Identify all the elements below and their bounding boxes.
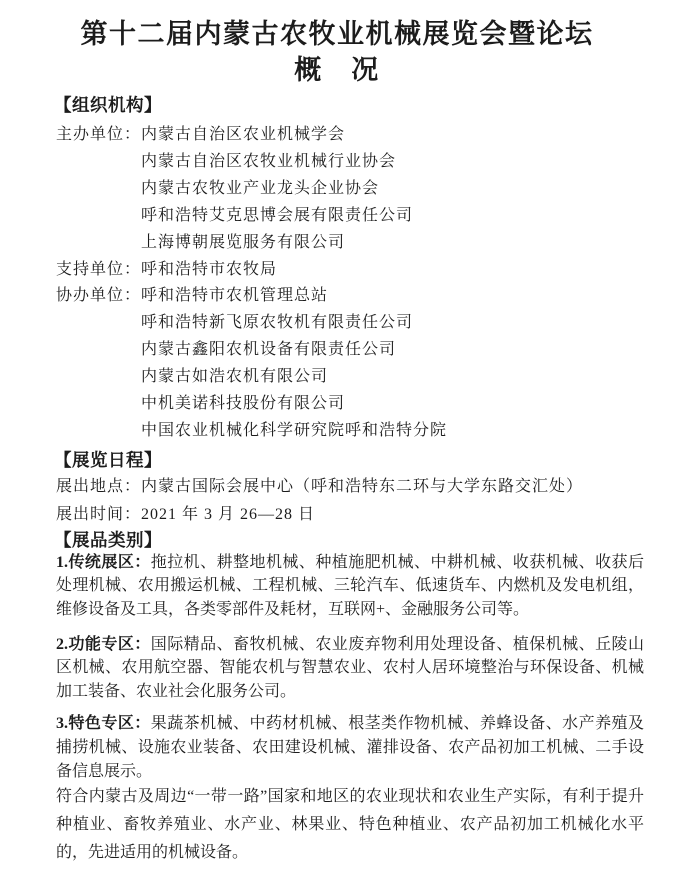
organizer-line: 内蒙古鑫阳农机设备有限责任公司 bbox=[141, 341, 397, 359]
closing-paragraph: 符合内蒙古及周边“一带一路”国家和地区的农业现状和农业生产实际，有利于提升种植业、畜牧养殖业、水产业、林果业、特色种植业、农产品初加工机械化水平的，先进适用的机械设备。 bbox=[56, 788, 644, 862]
paragraph-text-traditional: 拖拉机、耕整地机械、种植施肥机械、中耕机械、收获机械、收获后处理机械、农用搬运机械、工程机械、三轮汽车、低速货车、内燃机及发电机组，维修设备及工具，各类零部件及耗材，互联网+、金融服务公司等。 bbox=[56, 553, 644, 619]
document-title bbox=[0, 16, 674, 88]
organizer-line: 上海博朝展览服务有限公司 bbox=[141, 233, 346, 251]
organizer-line: 内蒙古自治区农牧业机械行业协会 bbox=[141, 152, 397, 170]
organizer-label-coorganizer: 协办单位： bbox=[56, 287, 142, 305]
paragraph-functional-zone bbox=[56, 633, 644, 704]
paragraph-text-functional: 国际精品、畜牧机械、农业废弃物利用处理设备、植保机械、丘陵山区机械、农用航空器、智能农机与智慧农业、农村人居环境整治与环保设备、机械加工装备、农业社会化服务公司。 bbox=[56, 635, 644, 700]
schedule-row-time bbox=[56, 501, 644, 529]
organizer-line: 呼和浩特市农牧局 bbox=[141, 260, 278, 278]
organizer-label-support: 支持单位： bbox=[56, 260, 142, 278]
organizer-line: 呼和浩特市农机管理总站 bbox=[141, 287, 329, 305]
organizer-row-support bbox=[56, 257, 644, 284]
section-heading-organization: 【组织机构】 bbox=[54, 95, 162, 115]
organization-list bbox=[56, 122, 644, 445]
organizer-values-support bbox=[141, 257, 644, 284]
organizer-values-host bbox=[141, 122, 644, 257]
paragraph-lead-special: 3.特色专区： bbox=[56, 715, 151, 733]
organizer-line: 中国农业机械化科学研究院呼和浩特分院 bbox=[141, 421, 448, 439]
schedule-row-location bbox=[56, 473, 644, 501]
paragraph-special-zone bbox=[56, 712, 644, 783]
organizer-label-host: 主办单位： bbox=[56, 126, 142, 143]
document-title-line2: 概 况 bbox=[294, 55, 380, 85]
document-title-line1: 第十二届内蒙古农牧业机械展览会暨论坛 bbox=[80, 19, 594, 49]
organizer-line: 内蒙古农牧业产业龙头企业协会 bbox=[141, 179, 380, 197]
schedule-value-location: 内蒙古国际会展中心（呼和浩特东二环与大学东路交汇处） bbox=[141, 477, 584, 495]
schedule-label-location: 展出地点： bbox=[56, 477, 142, 495]
schedule-label-time: 展出时间： bbox=[56, 505, 142, 523]
organizer-line: 内蒙古自治区农业机械学会 bbox=[141, 126, 346, 143]
organizer-line: 呼和浩特艾克思博会展有限责任公司 bbox=[141, 206, 414, 224]
paragraph-lead-functional: 2.功能专区： bbox=[56, 635, 151, 653]
section-heading-categories: 【展品类别】 bbox=[54, 529, 162, 550]
paragraph-text-special: 果蔬茶机械、中药材机械、根茎类作物机械、养蜂设备、水产养殖及捕捞机械、设施农业装备、农田建设机械、灌排设备、农产品初加工机械、二手设备信息展示。 bbox=[56, 715, 644, 780]
schedule-value-time: 2021 年 3 月 26—28 日 bbox=[141, 505, 316, 523]
organizer-row-coorganizer bbox=[56, 283, 644, 444]
section-heading-schedule: 【展览日程】 bbox=[54, 449, 162, 470]
organizer-line: 内蒙古如浩农机有限公司 bbox=[141, 368, 329, 386]
paragraph-lead-traditional: 1.传统展区： bbox=[56, 553, 151, 571]
organizer-values-coorganizer bbox=[141, 283, 644, 444]
paragraph-traditional-zone bbox=[56, 551, 644, 622]
organizer-line: 呼和浩特新飞原农牧机有限责任公司 bbox=[141, 314, 414, 332]
organizer-row-host bbox=[56, 122, 644, 257]
organizer-line: 中机美诺科技股份有限公司 bbox=[141, 395, 346, 413]
schedule-list bbox=[56, 473, 644, 529]
